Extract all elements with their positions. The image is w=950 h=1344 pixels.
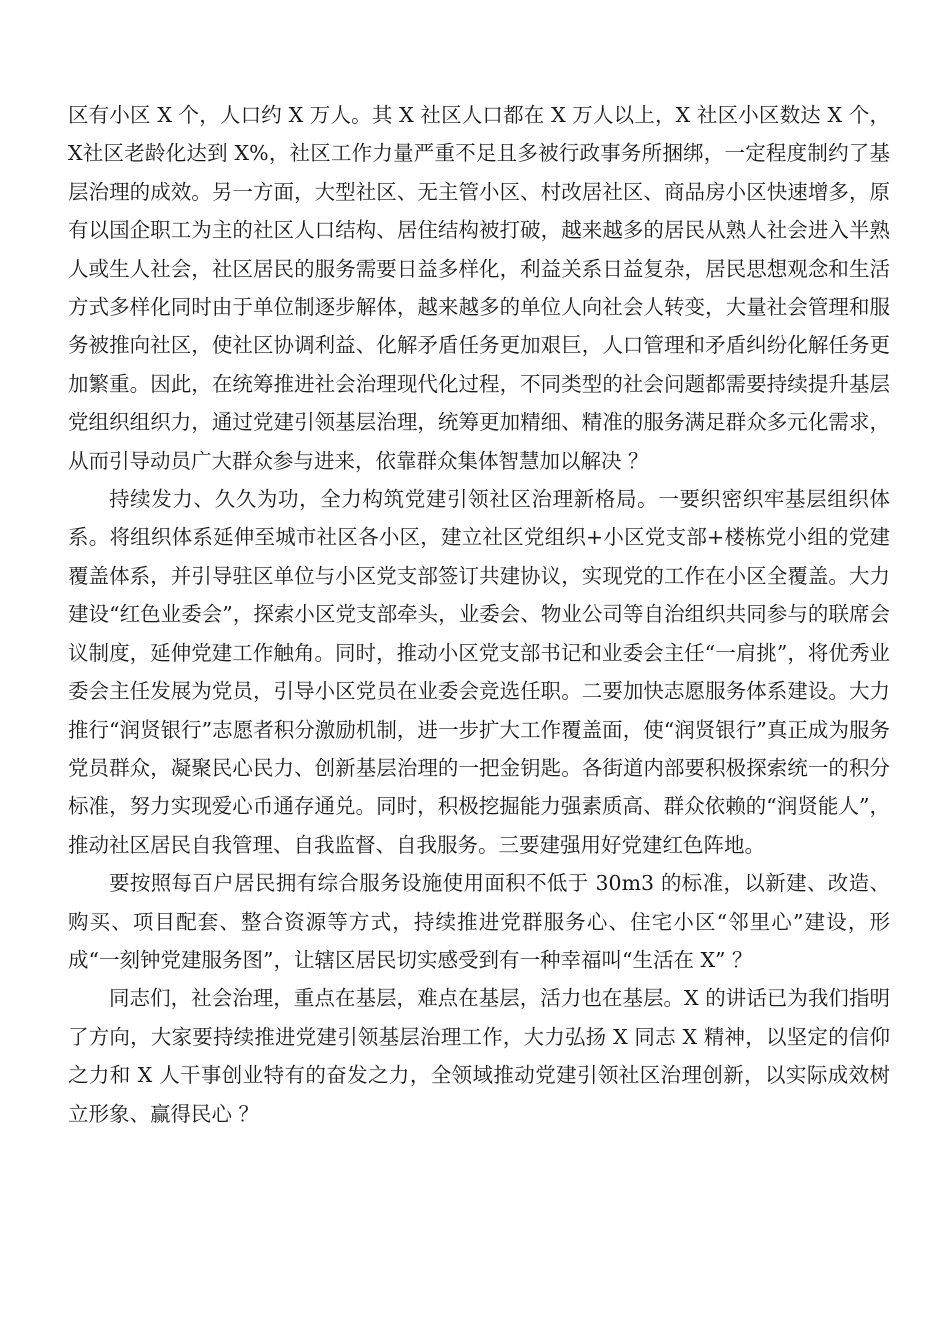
paragraph-service-facilities: 要按照每百户居民拥有综合服务设施使用面积不低于 30m3 的标准，以新建、改造、购买、项目配套、整合资源等方式，持续推进党群服务心、住宅小区“邻里心”建设，形成“一刻钟党建服务图”，让辖区居民切实感受到有一种幸福叫“生活在 X” ？ bbox=[68, 871, 890, 972]
paragraph-continuation: 区有小区 X 个，人口约 X 万人。其 X 社区人口都在 X 万人以上，X 社区小区数达 X 个，X社区老龄化达到 X%，社区工作力量严重不足且多被行政事务所捆绑，一定程度制约了基层治理的成效。另一方面，大型社区、无主管小区、村改居社区、商品房小区快速增多，原有以国企职工为主的社区人口结构、居住结构被打破，越来越多的居民从熟人社会进入半熟人或生人社会，社区居民的服务需要日益多样化，利益关系日益复杂，居民思想观念和生活方式多样化同时由于单位制逐步解体，越来越多的单位人向社会人转变，大量社会管理和服务被推向社区，使社区协调利益、化解矛盾任务更加艰巨，人口管理和矛盾纠纷化解任务更加繁重。因此，在统筹推进社会治理现代化过程，不同类型的社会问题都需要持续提升基层党组织组织力，通过党建引领基层治理，统筹更加精细、精准的服务满足群众多元化需求，从而引导动员广大群众参与进来，依靠群众集体智慧加以解决 ？ bbox=[68, 103, 890, 473]
paragraph-party-building-pattern: 持续发力、久久为功，全力构筑党建引领社区治理新格局。一要织密织牢基层组织体系。将组织体系延伸至城市社区各小区，建立社区党组织+小区党支部+楼栋党小组的党建覆盖体系，并引导驻区单位与小区党支部签订共建协议，实现党的工作在小区全覆盖。大力建设“红色业委会”，探索小区党支部牵头，业委会、物业公司等自治组织共同参与的联席会议制度，延伸党建工作触角。同时，推动小区党支部书记和业委会主任“一肩挑”，将优秀业委会主任发展为党员，引导小区党员在业委会竞选任职。二要加快志愿服务体系建设。大力推行“润贤银行”志愿者积分激励机制，进一步扩大工作覆盖面，使“润贤银行”真正成为服务党员群众，凝聚民心民力、创新基层治理的一把金钥匙。各街道内部要积极探索统一的积分标准，努力实现爱心币通存通兑。同时，积极挖掘能力强素质高、群众依赖的“润贤能人”，推动社区居民自我管理、自我监督、自我服务。三要建强用好党建红色阵地。 bbox=[68, 487, 890, 857]
document-body bbox=[68, 96, 890, 1133]
paragraph-closing-remarks: 同志们，社会治理，重点在基层，难点在基层，活力也在基层。X 的讲话已为我们指明了方向，大家要持续推进党建引领基层治理工作，大力弘扬 X 同志 X 精神，以坚定的信仰之力和 X 人干事创业特有的奋发之力，全领域推动党建引领社区治理创新，以实际成效树立形象、赢得民心 ？ bbox=[68, 986, 890, 1126]
